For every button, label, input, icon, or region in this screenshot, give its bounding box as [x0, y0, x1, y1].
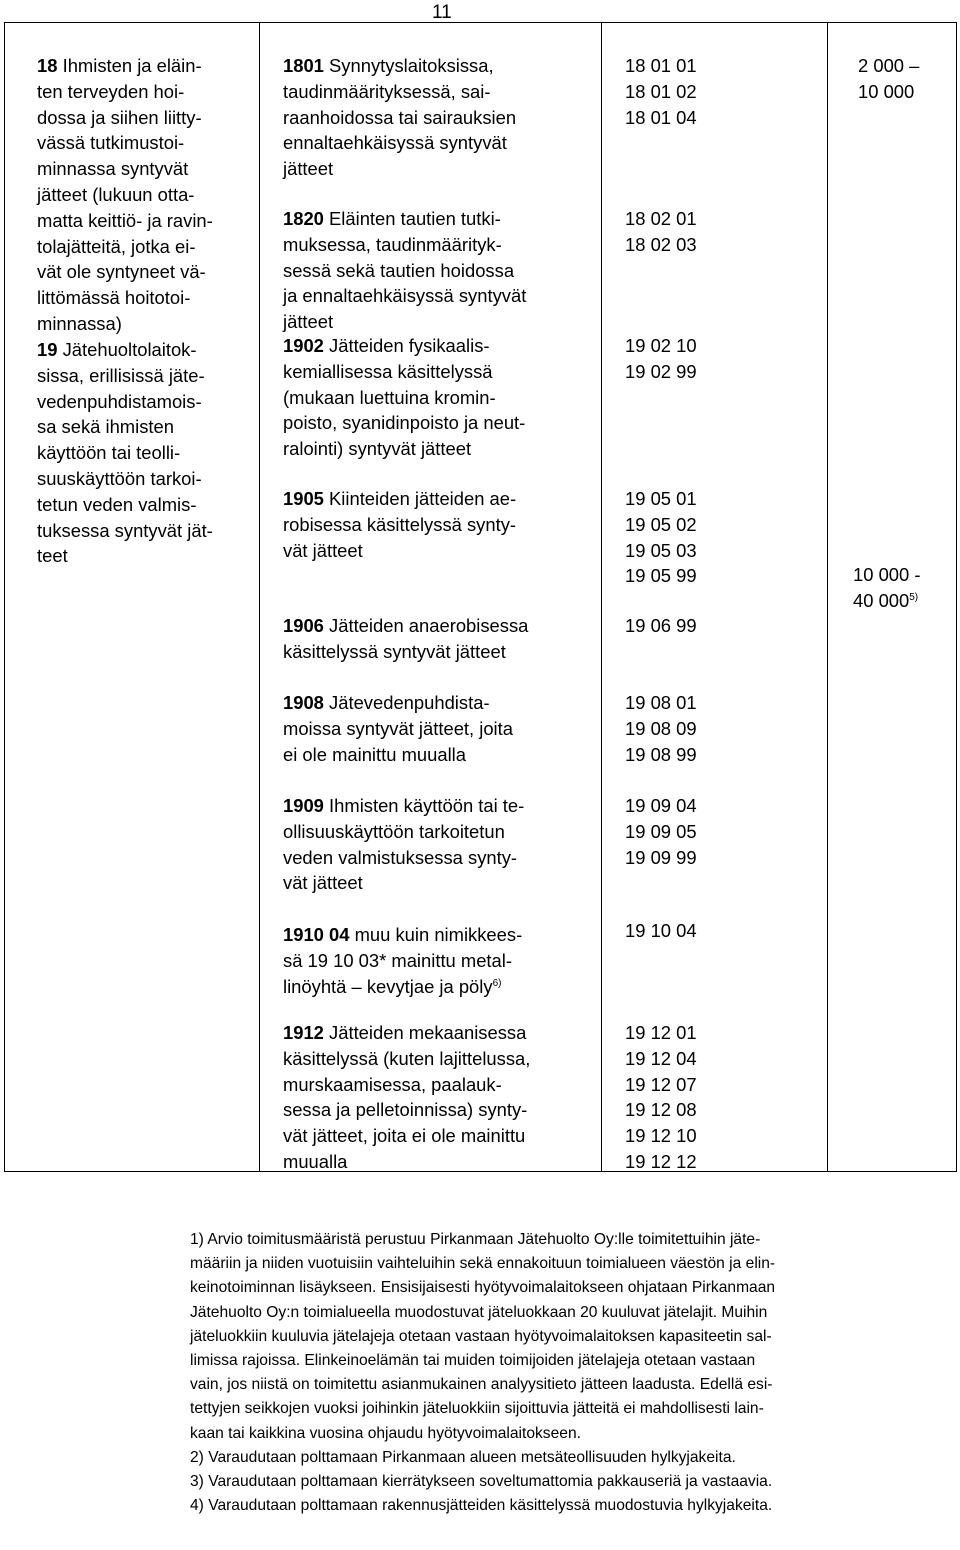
column-divider: [827, 23, 828, 1171]
category-cell-line: [37, 285, 190, 311]
waste-group-cell-text: murskaamisessa, paalauk-: [283, 1073, 502, 1095]
category-cell-text: tetun veden valmis-: [37, 493, 197, 515]
category-cell-line: [37, 337, 197, 363]
waste-group-cell-text: Jätevedenpuhdista-: [323, 692, 490, 713]
waste-group-cell-text: linöyhtä – kevytjae ja pöly: [283, 975, 493, 997]
category-cell-line: [37, 53, 202, 79]
category-cell-text: tuksessa syntyvät jät-: [37, 519, 213, 541]
waste-group-cell-line: [283, 974, 501, 1000]
waste-group-cell-line: [283, 1123, 525, 1149]
waste-group-cell-text: Kiinteiden jätteiden ae-: [323, 488, 517, 509]
waste-code-cell-line: 19 05 99: [625, 565, 697, 587]
waste-group-cell-line: [283, 53, 494, 79]
waste-group-cell-text: sessä sekä tautien hoidossa: [283, 259, 515, 281]
footnote-ref: 5): [909, 591, 919, 603]
waste-code-cell-line: 19 02 10: [625, 335, 697, 356]
waste-code-cell-line: 19 12 07: [625, 1073, 697, 1095]
waste-group-cell-text: Jätteiden mekaanisessa: [323, 1022, 527, 1043]
footnote-ref: 6): [492, 977, 502, 989]
waste-group-cell-line: [283, 742, 466, 768]
waste-code-cell-line: 18 02 03: [625, 233, 697, 255]
footnote-line: Jätehuolto Oy:n toimialueella muodostuvat jäteluokkaan 20 kuuluvat jätelajit. Muihin: [190, 1303, 768, 1321]
waste-code-cell-line: 19 12 01: [625, 1022, 697, 1043]
waste-group-cell-line: [283, 948, 512, 974]
category-cell-text: tolajätteitä, jotka ei-: [37, 235, 196, 257]
category-cell-code: 19: [37, 339, 58, 360]
category-cell-line: [37, 518, 213, 544]
waste-group-cell-text: muksessa, taudinmäärityk-: [283, 233, 502, 255]
waste-code-cell-line: 18 01 01: [625, 55, 697, 76]
category-cell-line: [37, 105, 202, 131]
waste-group-cell-line: [283, 639, 506, 665]
category-cell-line: [37, 130, 184, 156]
waste-group-cell-line: [283, 716, 513, 742]
waste-code-cell-line: 19 08 09: [625, 717, 697, 739]
category-cell-text: sissa, erillisissä jäte-: [37, 364, 205, 386]
waste-group-cell-text: vät jätteet, joita ei ole mainittu: [283, 1125, 526, 1147]
waste-group-cell-text: raanhoidossa tai sairauksien: [283, 106, 517, 128]
waste-code-cell-line: 19 12 04: [625, 1047, 697, 1069]
amount-cell-line: 10 000: [858, 80, 915, 102]
footnote-line: vain, jos niistä on toimitettu asianmukainen analyysitieto jätteen laadusta. Edellä esi-: [190, 1376, 773, 1394]
footnote-line: 4) Varaudutaan polttamaan rakennusjätteiden käsittelyssä muodostuvia hylkyjakeita.: [190, 1497, 773, 1515]
category-cell-line: [37, 311, 122, 337]
waste-code-cell-line: 19 12 10: [625, 1125, 697, 1147]
category-cell-line: [37, 208, 213, 234]
category-cell-text: Ihmisten ja eläin-: [57, 55, 202, 76]
waste-group-cell-text: Ihmisten käyttöön tai te-: [323, 795, 525, 816]
waste-code-cell-line: 18 02 01: [625, 208, 697, 229]
column-divider: [259, 23, 260, 1171]
waste-code-cell-line: 19 05 03: [625, 539, 697, 561]
category-cell-text: Jätehuoltolaitok-: [57, 339, 197, 360]
category-cell-line: [37, 182, 194, 208]
category-cell-text: jätteet (lukuun otta-: [37, 184, 195, 205]
waste-code-cell-line: 19 09 99: [625, 846, 697, 868]
waste-group-cell-text: ollisuuskäyttöön tarkoitetun: [283, 820, 505, 842]
footnote-line: määriin ja niiden vuotuisiin vaihteluihin sekä ennakoituun toimialueen väestön ja elin-: [190, 1255, 776, 1273]
waste-code-cell-line: 19 08 01: [625, 692, 697, 713]
waste-code-cell-line: 19 09 04: [625, 795, 697, 816]
category-cell-text: vässä tutkimustoi-: [37, 132, 185, 154]
waste-group-cell-text: Jätteiden fysikaalis-: [323, 335, 490, 356]
footnote-line: limissa rajoissa. Elinkeinoelämän tai muiden toimijoiden jätelajeja otetaan vastaan: [190, 1352, 756, 1369]
waste-group-cell-line: [283, 410, 525, 436]
waste-group-cell-code: 1801: [283, 55, 324, 76]
waste-group-cell-text: ralointi) syntyvät jätteet: [283, 438, 472, 460]
waste-code-cell-line: 19 10 04: [625, 920, 697, 941]
waste-group-cell-text: Eläinten tautien tutki-: [323, 208, 501, 229]
waste-group-cell-line: [283, 156, 333, 182]
category-cell-text: minnassa syntyvät: [37, 158, 189, 180]
footnote-line: 1) Arvio toimitusmääristä perustuu Pirkanmaan Jätehuolto Oy:lle toimitettuihin jäte-: [190, 1231, 761, 1248]
waste-group-cell-text: vät jätteet: [283, 872, 363, 894]
waste-code-cell-line: 19 09 05: [625, 820, 697, 842]
waste-group-cell-text: jätteet: [283, 311, 334, 333]
amount-cell-line: 40 000$^{5)}$: [853, 589, 919, 611]
waste-group-cell-line: [283, 232, 502, 258]
waste-group-cell-line: [283, 793, 524, 819]
category-cell-text: littömässä hoitotoi-: [37, 287, 191, 309]
category-cell-line: [37, 440, 180, 466]
footnote-line: 3) Varaudutaan polttamaan kierrätykseen soveltumattomia pakkauseriä ja vastaavia.: [190, 1473, 773, 1490]
category-cell-line: [37, 156, 188, 182]
waste-group-cell-line: [283, 206, 501, 232]
waste-code-cell-line: 19 12 08: [625, 1099, 697, 1121]
footnote-line: tettyjen seikkojen vuoksi joihinkin jäteluokkiin sijoittuvia jätteitä ei mahdollisesti lain-: [190, 1400, 764, 1418]
waste-group-cell-text: robisessa käsittelyssä synty-: [283, 513, 517, 535]
category-cell-text: teet: [37, 545, 68, 567]
waste-group-cell-line: [283, 130, 507, 156]
category-cell-text: vedenpuhdistamois-: [37, 390, 202, 412]
waste-group-cell-text: muualla: [283, 1151, 348, 1172]
category-cell-line: [37, 259, 206, 285]
waste-group-cell-line: [283, 79, 491, 105]
waste-code-cell-line: 19 06 99: [625, 615, 697, 636]
waste-code-cell-line: 19 02 99: [625, 360, 697, 382]
amount-cell-line: 10 000 -: [853, 564, 921, 585]
waste-group-cell-text: poisto, syanidinpoisto ja neut-: [283, 412, 526, 434]
waste-group-cell-text: sessa ja pelletoinnissa) synty-: [283, 1099, 528, 1121]
waste-group-cell-line: [283, 385, 496, 411]
category-cell-line: [37, 363, 205, 389]
waste-group-cell-text: muu kuin nimikkees-: [349, 924, 523, 945]
waste-group-cell-text: jätteet: [283, 158, 334, 180]
waste-group-cell-line: [283, 258, 514, 284]
footnote-line: keinotoiminnan lisäykseen. Ensisijaisesti hyötyvoimalaitokseen ohjataan Pirkanmaan: [190, 1279, 776, 1297]
waste-group-cell-line: [283, 105, 516, 131]
category-cell-text: käyttöön tai teolli-: [37, 442, 181, 464]
category-cell-code: 18: [37, 55, 58, 76]
column-divider: [601, 23, 602, 1171]
category-cell-line: [37, 234, 195, 260]
category-cell-text: sa sekä ihmisten: [37, 416, 174, 438]
waste-group-cell-text: ei ole mainittu muualla: [283, 743, 466, 765]
footnote-line: 2) Varaudutaan polttamaan Pirkanmaan alueen metsäteollisuuden hylkyjakeita.: [190, 1448, 736, 1466]
waste-group-cell-text: vät jätteet: [283, 539, 363, 561]
waste-group-cell-line: [283, 870, 363, 896]
waste-group-cell-line: [283, 1046, 530, 1072]
waste-group-cell-text: veden valmistuksessa synty-: [283, 846, 518, 868]
waste-code-cell-line: 18 01 02: [625, 80, 697, 102]
waste-group-cell-code: 1908: [283, 692, 324, 713]
category-cell-line: [37, 79, 184, 105]
waste-group-cell-line: [283, 333, 490, 359]
waste-group-cell-line: [283, 690, 490, 716]
waste-group-cell-code: 1909: [283, 795, 324, 816]
footnote-line: jäteluokkiin kuuluvia jätelajeja otetaan vastaan hyötyvoimalaitoksen kapasiteetin sal-: [190, 1327, 772, 1345]
waste-group-cell-line: [283, 436, 471, 462]
waste-group-cell-text: ennaltaehkäisyssä syntyvät: [283, 132, 507, 154]
waste-group-cell-line: [283, 486, 516, 512]
category-cell-text: minnassa): [37, 313, 122, 334]
category-cell-text: suuskäyttöön tarkoi-: [37, 468, 202, 489]
waste-code-cell-line: 19 08 99: [625, 743, 697, 765]
category-cell-line: [37, 389, 202, 415]
waste-group-cell-text: Jätteiden anaerobisessa: [323, 615, 529, 636]
page-number: 11: [432, 2, 452, 23]
waste-group-cell-line: [283, 283, 526, 309]
waste-group-cell-line: [283, 538, 363, 564]
category-cell-line: [37, 414, 174, 440]
waste-group-cell-code: 1820: [283, 208, 324, 229]
waste-group-cell-text: ja ennaltaehkäisyssä syntyvät: [283, 285, 527, 307]
waste-group-cell-text: taudinmäärityksessä, sai-: [283, 80, 491, 102]
category-cell-text: vät ole syntyneet vä-: [37, 261, 206, 283]
waste-group-cell-line: [283, 1149, 347, 1175]
category-cell-text: matta keittiö- ja ravin-: [37, 209, 213, 231]
waste-group-cell-line: [283, 512, 516, 538]
waste-group-cell-code: 1906: [283, 615, 324, 636]
waste-group-cell-line: [283, 1072, 502, 1098]
waste-code-cell-line: 18 01 04: [625, 106, 697, 128]
waste-code-cell-line: 19 05 01: [625, 488, 697, 509]
waste-group-cell-line: [283, 309, 333, 335]
waste-group-cell-line: [283, 1020, 526, 1046]
waste-group-cell-line: [283, 1097, 527, 1123]
waste-group-cell-code: 1902: [283, 335, 324, 356]
waste-code-cell-line: 19 12 12: [625, 1151, 697, 1172]
waste-group-cell-text: käsittelyssä (kuten lajittelussa,: [283, 1047, 531, 1069]
category-cell-text: dossa ja siihen liitty-: [37, 106, 202, 128]
waste-code-cell-line: 19 05 02: [625, 513, 697, 535]
waste-group-cell-text: moissa syntyvät jätteet, joita: [283, 717, 513, 739]
waste-group-cell-line: [283, 819, 505, 845]
waste-group-cell-text: (mukaan luettuina kromin-: [283, 386, 496, 408]
waste-group-cell-line: [283, 845, 517, 871]
category-cell-line: [37, 543, 68, 569]
waste-group-cell-code: 1912: [283, 1022, 324, 1043]
waste-group-cell-text: sä 19 10 03* mainittu metal-: [283, 949, 512, 971]
waste-group-cell-text: käsittelyssä syntyvät jätteet: [283, 640, 506, 662]
category-cell-line: [37, 492, 196, 518]
footnote-line: kaan tai kaikkina vuosina ohjaudu hyötyvoimalaitokseen.: [190, 1424, 581, 1442]
waste-group-cell-line: [283, 613, 528, 639]
waste-group-cell-line: [283, 922, 522, 948]
waste-group-cell-code: 1910 04: [283, 924, 350, 945]
amount-cell-line: 2 000 –: [858, 55, 920, 76]
waste-group-cell-text: kemiallisessa käsittelyssä: [283, 360, 493, 382]
waste-group-cell-line: [283, 359, 493, 385]
waste-group-cell-code: 1905: [283, 488, 324, 509]
category-cell-line: [37, 466, 202, 492]
waste-group-cell-text: Synnytyslaitoksissa,: [323, 55, 494, 76]
category-cell-text: ten terveyden hoi-: [37, 80, 185, 102]
